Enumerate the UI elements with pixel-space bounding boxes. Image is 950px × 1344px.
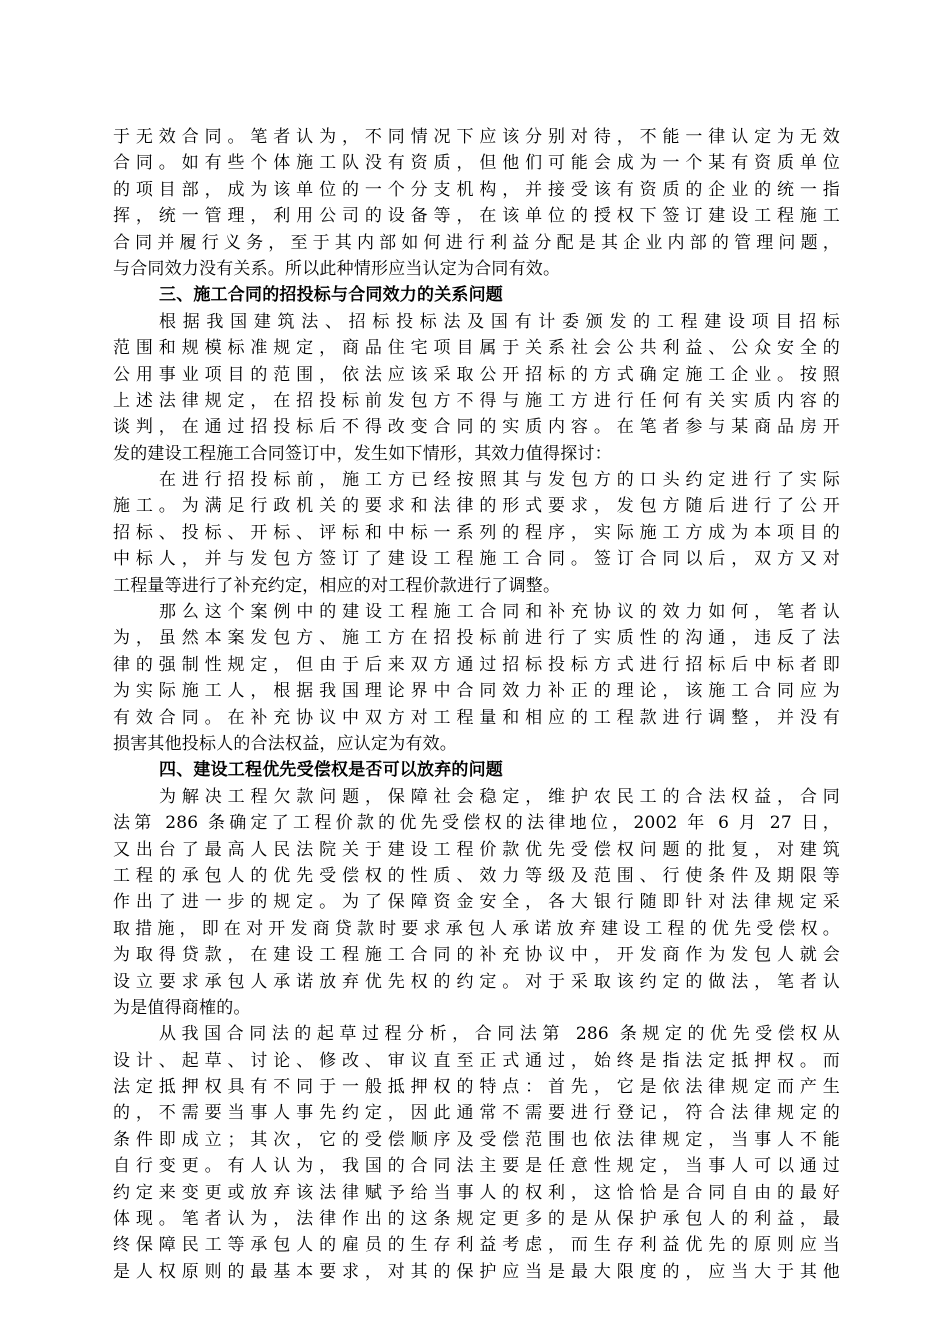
text-line: 工程的承包人的优先受偿权的性质、效力等级及范围、行使条件及期限等 [113,865,840,886]
section-heading: 三、施工合同的招投标与合同效力的关系问题 [159,285,503,306]
text-line: 为取得贷款，在建设工程施工合同的补充协议中，开发商作为发包人就会 [113,945,840,966]
text-line: 施工。为满足行政机关的要求和法律的形式要求，发包方随后进行了公开 [113,496,840,517]
text-line: 发的建设工程施工合同签订中，发生如下情形，其效力值得探讨： [113,443,612,464]
text-line: 律的强制性规定，但由于后来双方通过招标投标方式进行招标后中标者即 [113,654,840,675]
text-line: 条件即成立；其次，它的受偿顺序及受偿范围也依法律规定，当事人不能 [113,1129,840,1150]
text-line: 公用事业项目的范围，依法应该采取公开招标的方式确定施工企业。按照 [113,364,840,385]
text-line: 法定抵押权具有不同于一般抵押权的特点：首先，它是依法律规定而产生 [113,1077,840,1098]
text-line: 合同并履行义务，至于其内部如何进行利益分配是其企业内部的管理问题， [113,232,840,253]
text-line: 设立要求承包人承诺放弃优先权的约定。对于采取该约定的做法，笔者认 [113,971,840,992]
text-line: 为实际施工人，根据我国理论界中合同效力补正的理论，该施工合同应为 [113,681,840,702]
text-line: 挥，统一管理，利用公司的设备等，在该单位的授权下签订建设工程施工 [113,206,840,227]
document-page [113,124,840,1285]
text-line: 的项目部，成为该单位的一个分支机构，并接受该有资质的企业的统一指 [113,179,840,200]
text-line: 又出台了最高人民法院关于建设工程价款优先受偿权问题的批复，对建筑 [113,839,840,860]
text-line: 自行变更。有人认为，我国的合同法主要是任意性规定，当事人可以通过 [113,1156,840,1177]
text-line: 工程量等进行了补充约定，相应的对工程价款进行了调整。 [113,575,561,596]
text-line: 法第 286 条确定了工程价款的优先受偿权的法律地位，2002 年 6 月 27 日， [113,813,840,834]
text-line: 从我国合同法的起草过程分析，合同法第 286 条规定的优先受偿权从 [159,1024,840,1045]
text-line: 损害其他投标人的合法权益，应认定为有效。 [113,733,457,754]
text-line: 终保障民工等承包人的雇员的生存利益考虑，而生存利益优先的原则应当 [113,1235,840,1256]
text-line: 与合同效力没有关系。所以此种情形应当认定为合同有效。 [113,258,561,279]
text-line: 体现。笔者认为，法律作出的这条规定更多的是从保护承包人的利益，最 [113,1209,840,1230]
text-line: 招标、投标、开标、评标和中标一系列的程序，实际施工方成为本项目的 [113,522,840,543]
text-line: 的，不需要当事人事先约定，因此通常不需要进行登记，符合法律规定的 [113,1103,840,1124]
text-line: 上述法律规定，在招投标前发包方不得与施工方进行任何有关实质内容的 [113,390,840,411]
text-line: 有效合同。在补充协议中双方对工程量和相应的工程款进行调整，并没有 [113,707,840,728]
text-line: 范围和规模标准规定，商品住宅项目属于关系社会公共利益、公众安全的 [113,338,840,359]
text-line: 取措施，即在对开发商贷款时要求承包人承诺放弃建设工程的优先受偿权。 [113,918,840,939]
section-heading: 四、建设工程优先受偿权是否可以放弃的问题 [159,760,503,781]
text-line: 约定来变更或放弃该法律赋予给当事人的权利，这恰恰是合同自由的最好 [113,1182,840,1203]
text-line: 在进行招投标前，施工方已经按照其与发包方的口头约定进行了实际 [159,470,840,491]
text-line: 为，虽然本案发包方、施工方在招投标前进行了实质性的沟通，违反了法 [113,628,840,649]
text-line: 根据我国建筑法、招标投标法及国有计委颁发的工程建设项目招标 [159,311,840,332]
text-line: 作出了进一步的规定。为了保障资金安全，各大银行随即针对法律规定采 [113,892,840,913]
text-line: 谈判，在通过招投标后不得改变合同的实质内容。在笔者参与某商品房开 [113,417,840,438]
text-line: 中标人，并与发包方签订了建设工程施工合同。签订合同以后，双方又对 [113,549,840,570]
document-body-text [113,124,840,1285]
text-line: 是人权原则的最基本要求，对其的保护应当是最大限度的，应当大于其他 [113,1261,840,1282]
text-line: 合同。如有些个体施工队没有资质，但他们可能会成为一个某有资质单位 [113,153,840,174]
text-line: 为是值得商榷的。 [113,997,251,1018]
text-line: 那么这个案例中的建设工程施工合同和补充协议的效力如何，笔者认 [159,602,840,623]
text-line: 设计、起草、讨论、修改、审议直至正式通过，始终是指法定抵押权。而 [113,1050,840,1071]
text-line: 于无效合同。笔者认为，不同情况下应该分别对待，不能一律认定为无效 [113,127,840,147]
text-line: 为解决工程欠款问题，保障社会稳定，维护农民工的合法权益，合同 [159,786,840,807]
